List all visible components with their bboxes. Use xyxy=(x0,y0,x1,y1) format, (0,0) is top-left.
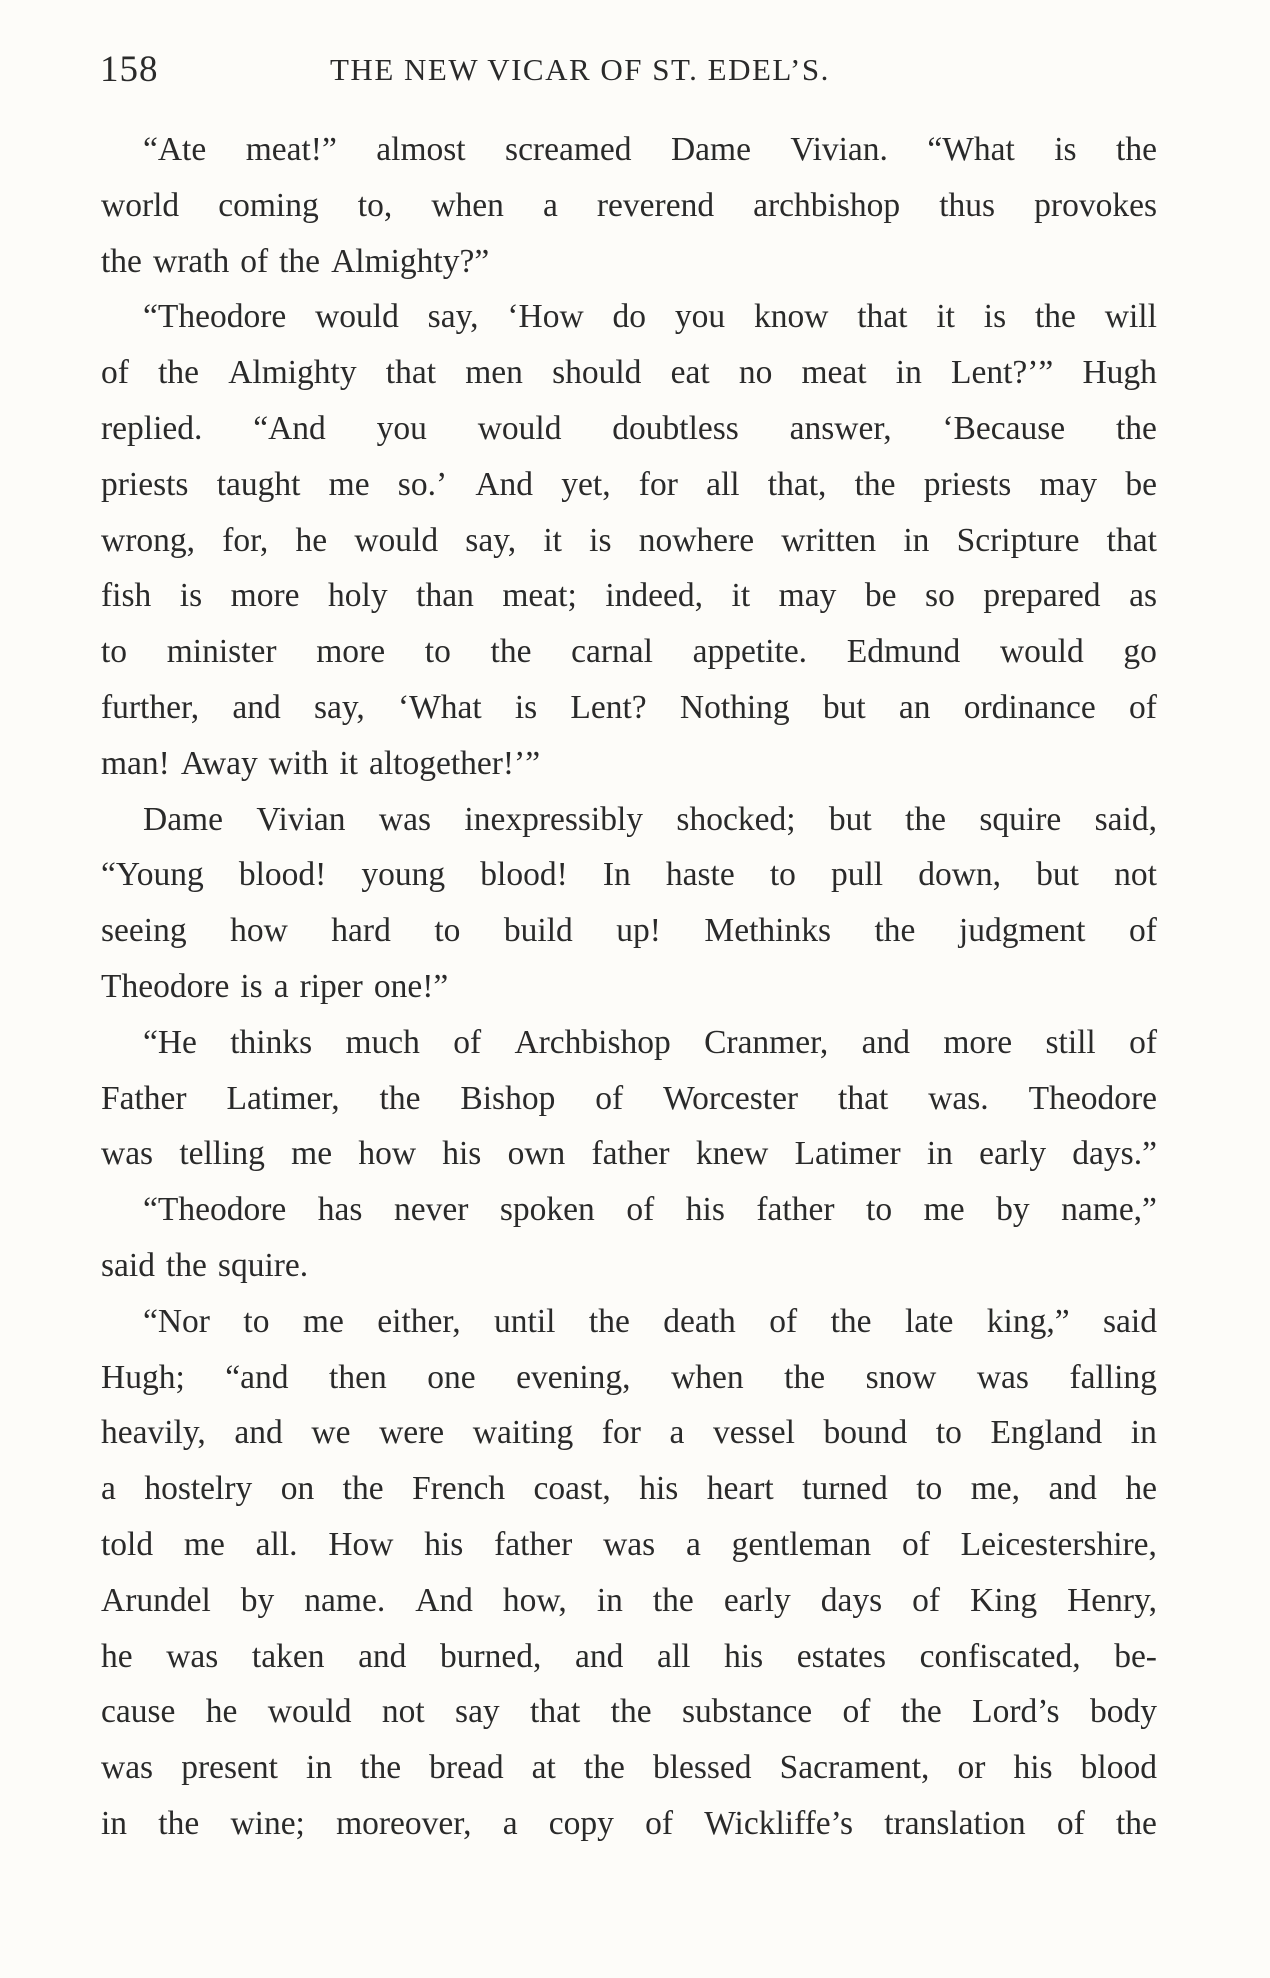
text-line: to minister more to the carnal appetite. Edmund would go xyxy=(101,633,1157,671)
text-line: heavily, and we were waiting for a vessel bound to England in xyxy=(101,1414,1157,1452)
text-line: Hugh; “and then one evening, when the snow was falling xyxy=(101,1358,1157,1396)
text-line: cause he would not say that the substance of the Lord’s body xyxy=(101,1693,1157,1731)
text-line: fish is more holy than meat; indeed, it may be so prepared as xyxy=(101,577,1157,615)
running-title: THE NEW VICAR OF ST. EDEL’S. xyxy=(330,52,830,87)
text-line: was present in the bread at the blessed Sacrament, or his blood xyxy=(101,1749,1157,1787)
running-head xyxy=(100,48,1160,98)
text-line: Dame Vivian was inexpressibly shocked; but the squire said, xyxy=(143,800,1157,838)
text-line: Theodore is a riper one!” xyxy=(101,967,449,1005)
text-line: man! Away with it altogether!’” xyxy=(101,744,541,782)
text-line: told me all. How his father was a gentleman of Leicestershire, xyxy=(101,1525,1157,1563)
text-line: said the squire. xyxy=(101,1246,309,1284)
text-line: “Theodore has never spoken of his father to me by name,” xyxy=(143,1191,1157,1229)
text-line: world coming to, when a reverend archbishop thus provokes xyxy=(101,186,1157,224)
text-line: “Nor to me either, until the death of the late king,” said xyxy=(143,1302,1157,1340)
text-line: the wrath of the Almighty?” xyxy=(101,242,490,280)
text-line: was telling me how his own father knew Latimer in early days.” xyxy=(101,1135,1157,1173)
text-line: replied. “And you would doubtless answer, ‘Because the xyxy=(101,409,1157,447)
text-line: Father Latimer, the Bishop of Worcester that was. Theodore xyxy=(101,1079,1157,1117)
text-line: wrong, for, he would say, it is nowhere written in Scripture that xyxy=(101,521,1157,559)
page-number: 158 xyxy=(100,49,159,90)
text-line: Arundel by name. And how, in the early days of King Henry, xyxy=(101,1581,1157,1619)
text-line: seeing how hard to build up! Methinks the judgment of xyxy=(101,912,1157,950)
text-line: a hostelry on the French coast, his heart turned to me, and he xyxy=(101,1470,1157,1508)
text-line: “He thinks much of Archbishop Cranmer, and more still of xyxy=(143,1023,1157,1061)
text-line: in the wine; moreover, a copy of Wickliffe’s translation of the xyxy=(101,1804,1157,1842)
text-line: “Theodore would say, ‘How do you know that it is the will xyxy=(143,298,1157,336)
body-text xyxy=(101,122,1157,1852)
text-line: priests taught me so.’ And yet, for all that, the priests may be xyxy=(101,465,1157,503)
text-line: he was taken and burned, and all his estates confiscated, be- xyxy=(101,1637,1157,1675)
text-line: “Ate meat!” almost screamed Dame Vivian. “What is the xyxy=(143,131,1157,168)
text-line: further, and say, ‘What is Lent? Nothing but an ordinance of xyxy=(101,688,1157,726)
text-line: of the Almighty that men should eat no meat in Lent?’” Hugh xyxy=(101,354,1157,392)
text-line: “Young blood! young blood! In haste to pull down, but not xyxy=(101,856,1157,894)
